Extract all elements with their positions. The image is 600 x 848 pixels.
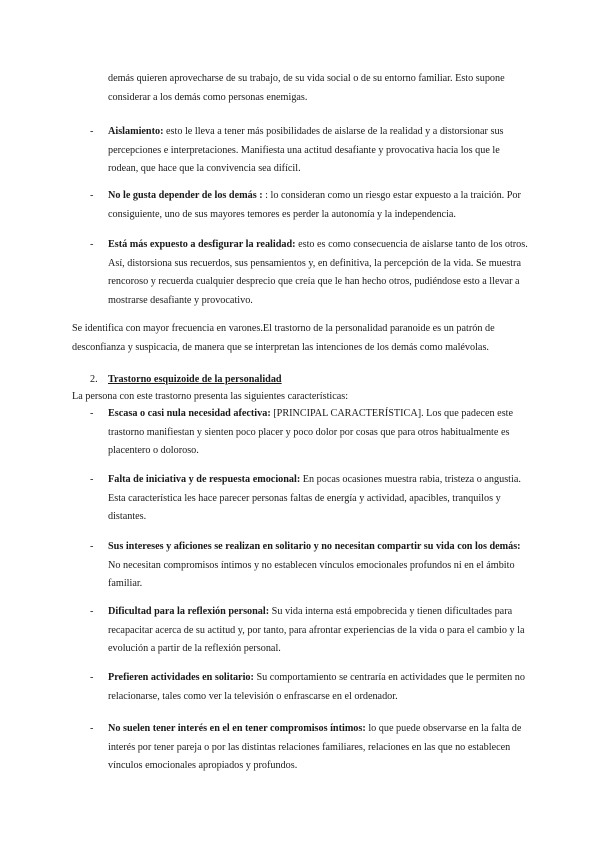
list-item-text <box>108 236 528 310</box>
list-item-text <box>108 471 528 527</box>
item-description: esto le lleva a tener más posibilidades de aislarse de la realidad y a distorsionar sus percepciones e interpretaciones. Manifiesta una actitud desafiante y provocativa hacia los que le rodean, que hace que la convivencia sea difícil. <box>108 126 504 174</box>
list-item-text <box>108 669 528 706</box>
list-item-text <box>108 603 528 659</box>
list-item-text <box>108 123 528 179</box>
item-description: No necesitan compromisos íntimos y no establecen vínculos emocionales profundos ni en el ámbito familiar. <box>108 559 515 589</box>
item-description: En pocas ocasiones muestra rabia, tristeza o angustia. Esta característica les hace parecer personas faltas de energía y actividad, apacibles, tranquilos y distantes. <box>108 474 521 522</box>
item-description: [PRINCIPAL CARACTERÍSTICA]. Los que padecen este trastorno manifiestan y sienten poco placer y poco dolor por cosas que para otros habitualmente es placentero o doloroso. <box>108 408 514 456</box>
item-description: Su comportamiento se centraría en actividades que le permiten no relacionarse, tales como ver la televisión o enfrascarse en el ordenador. <box>108 672 525 702</box>
bullet-dash: - <box>90 239 94 250</box>
item-term: Está más expuesto a desfigurar la realidad: <box>108 239 296 250</box>
item-term: No suelen tener interés en el en tener compromisos íntimos: <box>108 723 366 734</box>
item-term: Prefieren actividades en solitario: <box>108 672 254 683</box>
bullet-dash: - <box>90 723 94 734</box>
item-description: lo que puede observarse en la falta de interés por tener pareja o por las distintas relaciones familiares, relaciones en las que no establecen vínculos emocionales apropiados y profundos. <box>108 723 522 771</box>
item-term: Dificultad para la reflexión personal: <box>108 606 270 617</box>
list-item-text <box>108 720 528 776</box>
item-description: esto es como consecuencia de aislarse tanto de los otros. Así, distorsiona sus recuerdos, sus pensamientos y, en definitiva, la percepción de la vida. Se muestra rencoroso y recuerda cualquier desprecio que creía que le han hecho otros, pudiéndose esto a llevar a mostrarse desafiante y provocativo. <box>108 239 528 306</box>
bullet-dash: - <box>90 190 94 201</box>
bullet-dash: - <box>90 672 94 683</box>
item-term: Escasa o casi nula necesidad afectiva: <box>108 408 271 419</box>
item-term: Sus intereses y aficiones se realizan en solitario y no necesitan compartir su vida con los demás: <box>108 541 521 552</box>
item-description: : lo consideran como un riesgo estar expuesto a la traición. Por consiguiente, uno de sus mayores temores es perder la autonomía y la independencia. <box>108 190 521 220</box>
section-heading <box>90 371 282 390</box>
intro-continuation: demás quieren aprovecharse de su trabajo, de su vida social o de su entorno familiar. Esto supone considerar a los demás como personas enemigas. <box>108 73 505 103</box>
item-term: Falta de iniciativa y de respuesta emocional: <box>108 474 301 485</box>
section-intro: La persona con este trastorno presenta las siguientes características: <box>72 391 349 402</box>
bullet-dash: - <box>90 474 94 485</box>
list-item-text <box>108 538 528 594</box>
list-item-text <box>108 405 528 461</box>
section-number: 2. <box>90 374 98 385</box>
item-term: Aislamiento: <box>108 126 164 137</box>
list-item-text <box>108 187 528 224</box>
item-description: Su vida interna está empobrecida y tienen dificultades para recapacitar acerca de su actitud y, por tanto, para afrontar experiencias de la vida o para el cambio y la evolución a partir de la reflexión personal. <box>108 606 525 654</box>
bullet-dash: - <box>90 606 94 617</box>
item-term: No le gusta depender de los demás : <box>108 190 263 201</box>
paranoid-summary: Se identifica con mayor frecuencia en varones.El trastorno de la personalidad paranoide es un patrón de desconfianza y suspicacia, de manera que se interpretan las intenciones de los demás como malévolas. <box>72 323 495 353</box>
bullet-dash: - <box>90 408 94 419</box>
bullet-dash: - <box>90 541 94 552</box>
section-title: Trastorno esquizoide de la personalidad <box>108 374 282 385</box>
bullet-dash: - <box>90 126 94 137</box>
